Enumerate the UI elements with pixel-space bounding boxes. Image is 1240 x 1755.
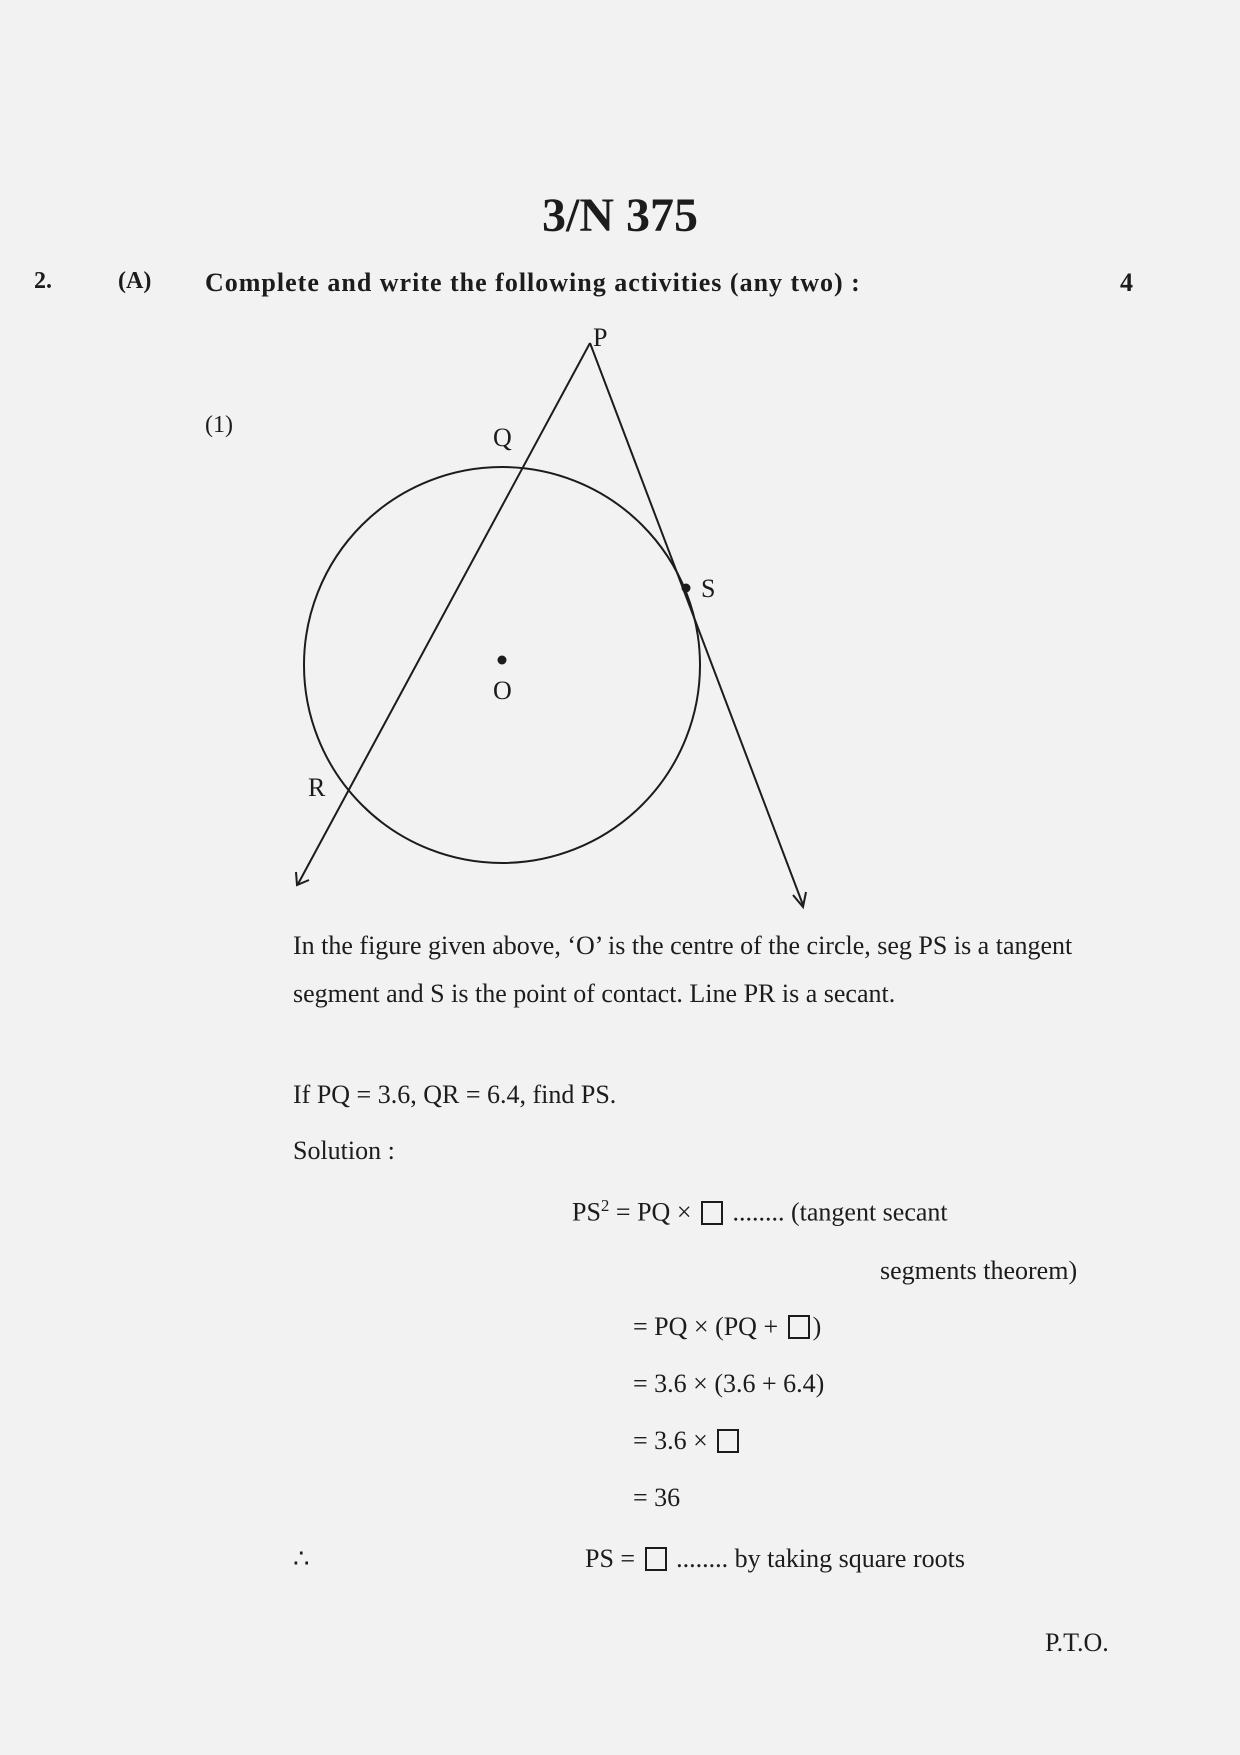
centre-point [498,656,507,665]
label-q: Q [493,423,512,452]
given-data: If PQ = 3.6, QR = 6.4, find PS. [293,1080,617,1109]
solution-label: Solution : [293,1136,395,1165]
solution-step-1-cont: segments theorem) [880,1256,1078,1285]
page-footer: P.T.O. [1045,1628,1109,1657]
solution-step-1: $PS^2$ = PQ × ........ (tangent secant [572,1196,948,1227]
answer-blank-1[interactable] [701,1201,723,1225]
circle [304,467,700,863]
label-r: R [308,773,326,802]
question-instruction: Complete and write the following activities (any two) : [205,268,861,297]
solution-step-3: = 3.6 × (3.6 + 6.4) [633,1369,825,1398]
therefore-symbol: ∴ [293,1544,310,1573]
problem-statement: In the figure given above, ‘O’ is the centre of the circle, seg PS is a tangent segment and S is the point of contact. Line PR is a secant. [293,931,1073,1008]
secant-line [298,343,590,884]
label-s: S [701,574,716,603]
contact-point [682,584,691,593]
answer-blank-3[interactable] [717,1429,739,1453]
question-marks: 4 [1120,268,1133,297]
solution-step-4: = 3.6 × [633,1426,742,1456]
answer-blank-4[interactable] [645,1547,667,1571]
tangent-line [590,343,803,905]
solution-step-5: = 36 [633,1483,681,1512]
solution-step-2: = PQ × (PQ + ) [633,1312,822,1341]
solution-step-6: PS = ........ by taking square roots [585,1544,965,1573]
answer-blank-2[interactable] [788,1315,810,1339]
question-number: 2. [34,268,52,294]
activity-number: (1) [205,412,233,438]
question-part: (A) [118,268,152,294]
label-o: O [493,676,512,705]
paper-code: 3/N 375 [542,189,698,242]
label-p: P [593,323,608,352]
